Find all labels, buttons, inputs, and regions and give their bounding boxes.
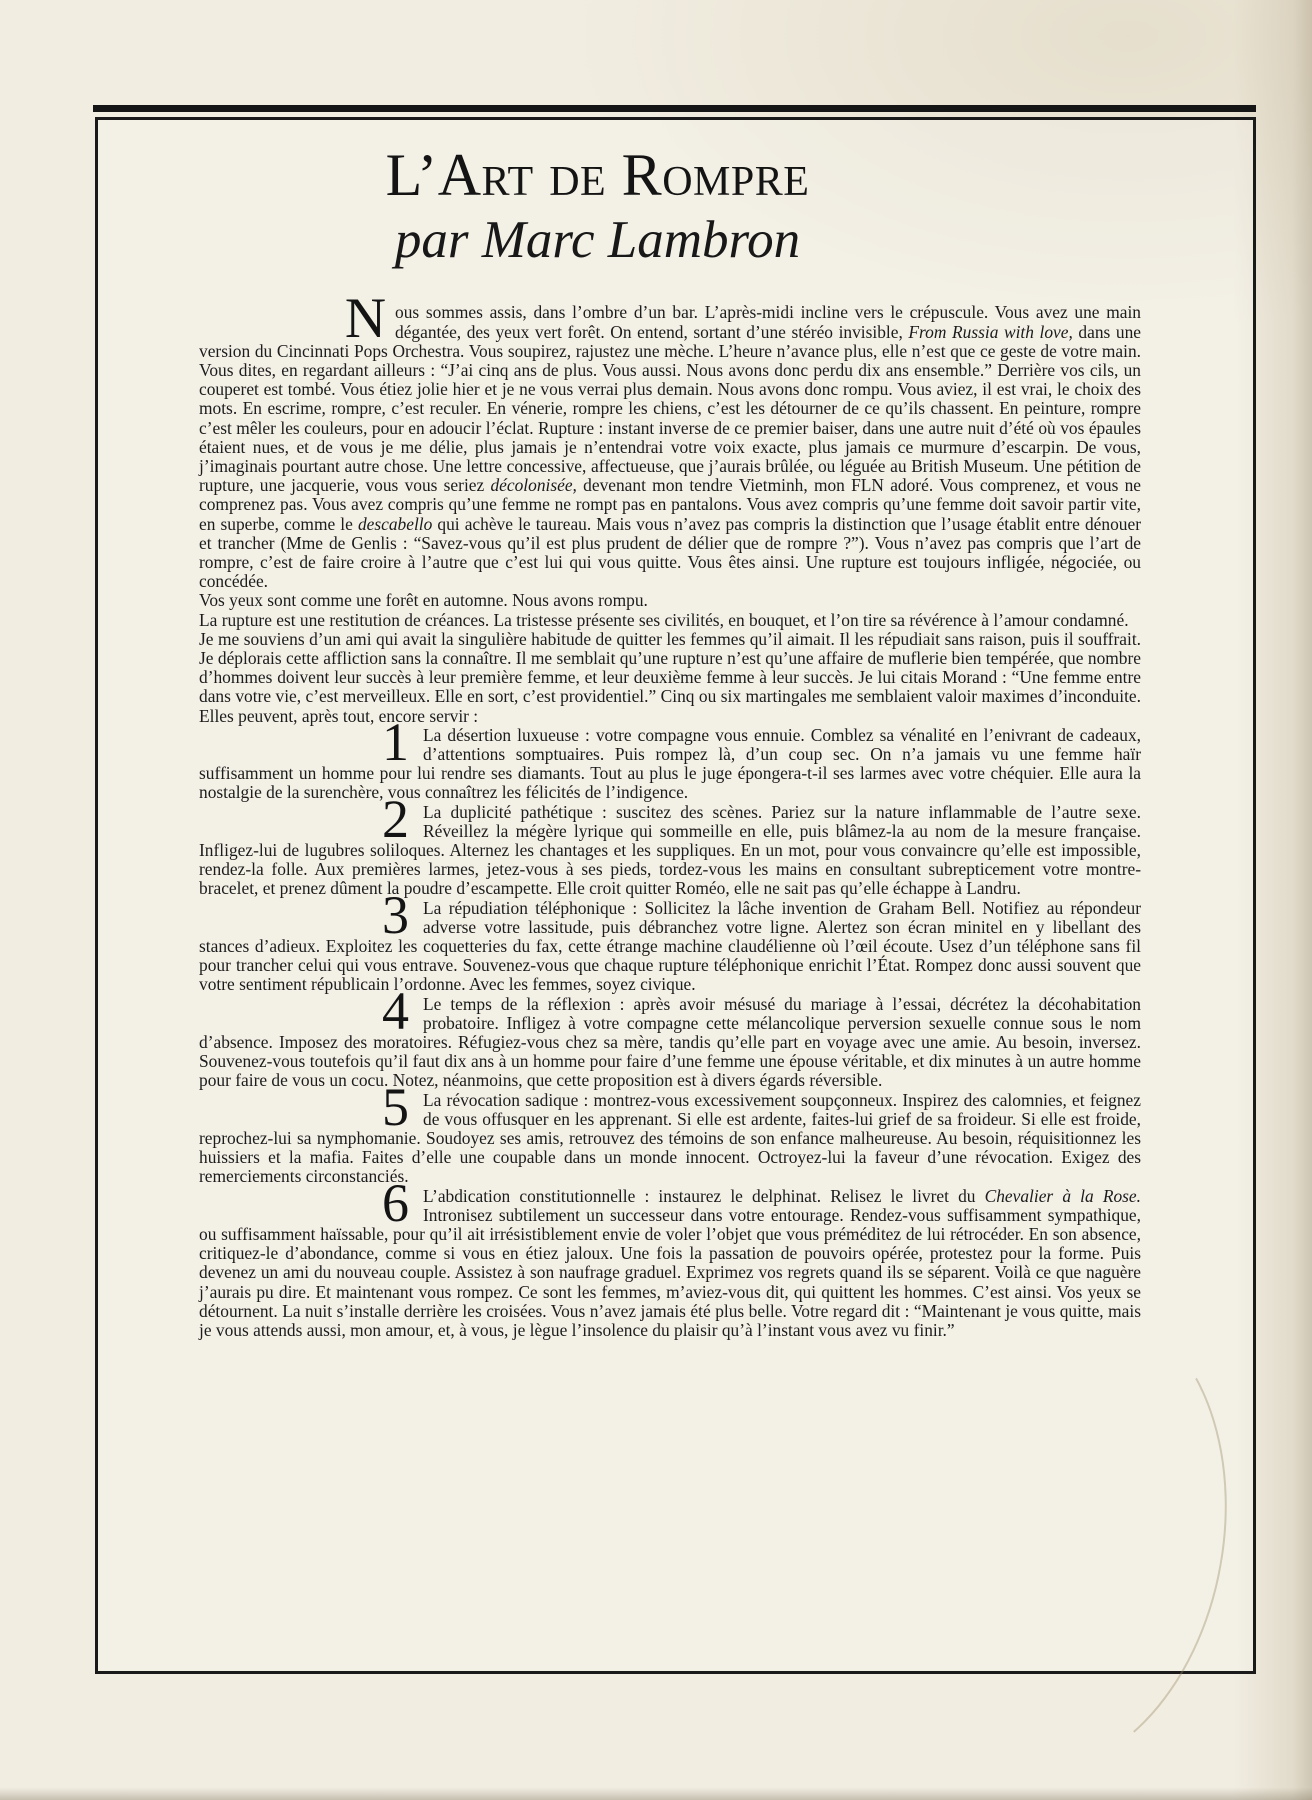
body-paragraph: Je me souviens d’un ami qui avait la singulière habitude de quitter les femmes qu’il aimait. Il les répudiait sans raison, puis il souffrait. Je déplorais cette affliction sans la connaître. Il me semblait qu’une rupture n’est qu’une affaire de muflerie bien tempérée, que nombre d’hommes doivent leur succès à leur première femme, et leur deuxième femme à leur succès. Je lui citais Morand : “Une femme entre dans votre vie, c’est merveilleux. Elle en sort, c’est providentiel.” Cinq ou six martingales me semblaient valoir maximes d’inconduite. Elles peuvent, après tout, encore servir : — [199, 628, 1141, 726]
drop-cap: N — [344, 287, 386, 351]
top-rule — [93, 105, 1256, 112]
body-paragraph: Vos yeux sont comme une forêt en automne. Nous avons rompu. — [199, 590, 648, 611]
numbered-paragraph: 5 La révocation sadique : montrez-vous excessivement soupçonneux. Inspirez des calomnies, et feignez de vous offusquer en les apprenant. Si elle est ardente, faites-lui grief de sa froideur. Si elle est froide, reprochez-lui sa nymphomanie. Soudoyez ses amis, retrouvez des témoins de son enfance malheureuse. Au besoin, réquisitionnez les huissiers et la mafia. Faites d’elle une coupable dans un monde innocent. Octroyez-lui la faveur d’une révocation. Exigez des remerciements circonstanciés. — [199, 1076, 1141, 1187]
item-number: 6 — [382, 1172, 409, 1233]
numbered-paragraph: 3 La répudiation téléphonique : Sollicitez la lâche invention de Graham Bell. Notifiez au répondeur adverse votre lassitude, puis débranchez votre ligne. Alertez son écran minitel en y libellant des stances d’adieux. Exploitez les coquetteries du fax, cette étrange machine claudélienne où l’œil écoute. Usez d’un téléphone sans fil pour trancher celui qui vous entrave. Souvenez-vous que chaque rupture téléphonique enrichit l’État. Rompez donc aussi souvent que votre sentiment républicain l’ordonne. Avec les femmes, soyez civique. — [199, 884, 1141, 995]
page-frame — [95, 117, 1256, 1674]
article-title: L’Art de Rompre — [385, 142, 810, 208]
lead-paragraph: N ous sommes assis, dans l’ombre d’un bar. L’après-midi incline vers le crépuscule. Vous avez une main dégantée, des yeux vert forêt. On entend, sortant d’une stéréo invisible, From Russia with love, dans une version du Cincinnati Pops Orchestra. Vous soupirez, rajustez une mèche. L’heure n’avance plus, elle n’est que ce geste de votre main. Vous dites, en regardant ailleurs : “J’ai cinq ans de plus. Vous aussi. Nous avons donc perdu dix ans ensemble.” Derrière vos cils, un couperet est tombé. Vous étiez jolie hier et je ne vous verrai plus demain. Nous avons donc rompu. Vous aviez, il est vrai, le choix des mots. En escrime, rompre, c’est reculer. En vénerie, rompre les chiens, c’est les détourner de ce qu’ils chassent. En peinture, rompre c’est mêler les couleurs, pour en adoucir l’éclat. Rupture : instant inverse de ce premier baiser, dans une autre nuit d’été où vos épaules étaient nues, et de vous je me délie, plus jamais je n’entendrai votre voix exacte, plus jamais ce murmure d’escarpin. De vous, j’imaginais pourtant autre chose. Une lettre concessive, affectueuse, que j’aurais brûlée, ou léguée au British Museum. Une pétition de rupture, une jacquerie, vous vous seriez décolonisée, devenant mon tendre Vietminh, mon FLN adoré. Vous comprenez, et vous ne comprenez pas. Vous avez compris qu’une femme ne rompt pas en pantalons. Vous avez compris qu’une femme doit savoir partir vite, en superbe, comme le descabello qui achève le taureau. Mais vous n’avez pas compris la distinction que l’usage établit entre dénouer et trancher (Mme de Genlis : “Savez-vous qu’il est plus prudent de délier que de rompre ?”). Vous n’avez pas compris que l’art de rompre, c’est de faire croire à l’autre que c’est lui qui vous quitte. Vous êtes ainsi. Une rupture est toujours infligée, négociée, ou concédée. — [199, 287, 1141, 592]
numbered-paragraph: 4 Le temps de la réflexion : après avoir mésusé du mariage à l’essai, décrétez la décohabitation probatoire. Infligez à votre compagne cette mélancolique perversion sexuelle connue sous le nom d’absence. Imposez des moratoires. Réfugiez-vous chez sa mère, tandis qu’elle part en voyage avec une amie. Au besoin, inversez. Souvenez-vous toutefois qu’il faut dix ans à un homme pour faire d’une femme une épouse véritable, et dix minutes à un autre homme pour faire de vous un cocu. Notez, néanmoins, que cette proposition est à divers égards réversible. — [199, 980, 1141, 1091]
item-number: 1 — [382, 711, 409, 772]
item-number: 2 — [382, 788, 409, 849]
article-byline: par Marc Lambron — [394, 211, 801, 269]
item-number: 3 — [382, 884, 409, 945]
numbered-paragraph: 6 L’abdication constitutionnelle : instaurez le delphinat. Relisez le livret du Chevalier à la Rose. Intronisez subtilement un successeur dans votre entourage. Rendez-vous suffisamment sympathique, ou suffisamment haïssable, pour qu’il ait irrésistiblement envie de voler l’objet que vous préméditez de lui rétrocéder. En son absence, critiquez-le d’abondance, comme si vous en étiez jaloux. Une fois la passation de pouvoirs opérée, protestez pour la forme. Puis devenez un ami du nouveau couple. Assistez à son naufrage graduel. Exprimez vos regrets quand ils se séparent. Voilà ce que naguère j’aurais pu dire. Et maintenant vous rompez. Ce sont les femmes, m’aviez-vous dit, qui quittent les hommes. C’est ainsi. Vos yeux se détournent. La nuit s’installe derrière les croisées. Vous n’avez jamais été plus belle. Votre regard dit : “Maintenant je vous quitte, mais je vous attends aussi, mon amour, et, à vous, je lègue l’insolence du plaisir qu’à l’instant vous avez vu finir.” — [199, 1172, 1142, 1341]
body-paragraph: La rupture est une restitution de créances. La tristesse présente ses civilités, en bouquet, et l’on tire sa révérence à l’amour condamné. — [199, 609, 1129, 630]
numbered-paragraph: 1 La désertion luxueuse : votre compagne vous ennuie. Comblez sa vénalité en l’enivrant de cadeaux, d’attentions somptuaires. Puis rompez là, d’un coup sec. On n’a jamais vu une femme haïr suffisamment un homme pour lui rendre ses diamants. Tout au plus le juge épongera-t-il ses larmes avec votre chéquier. Elle aura la nostalgie de la surenchère, vous connaîtrez les félicités de l’indigence. — [199, 711, 1141, 803]
article-content — [98, 144, 1253, 1340]
numbered-paragraph: 2 La duplicité pathétique : suscitez des scènes. Pariez sur la nature inflammable de l’autre sexe. Réveillez la mégère lyrique qui sommeille en elle, puis blâmez-la au nom de la mesure française. Infligez-lui de lugubres soliloques. Alternez les chantages et les suppliques. En un mot, pour vous convaincre qu’elle est impossible, rendez-la folle. Aux premières larmes, jetez-vous à ses pieds, tordez-vous les mains en consultant subrepticement votre montre-bracelet, et prenez dûment la poudre d’escampette. Elle croit quitter Roméo, elle ne sait pas qu’elle échappe à Landru. — [199, 788, 1141, 899]
item-number: 5 — [382, 1076, 409, 1137]
item-number: 4 — [382, 980, 409, 1041]
article-body — [199, 287, 1142, 1341]
